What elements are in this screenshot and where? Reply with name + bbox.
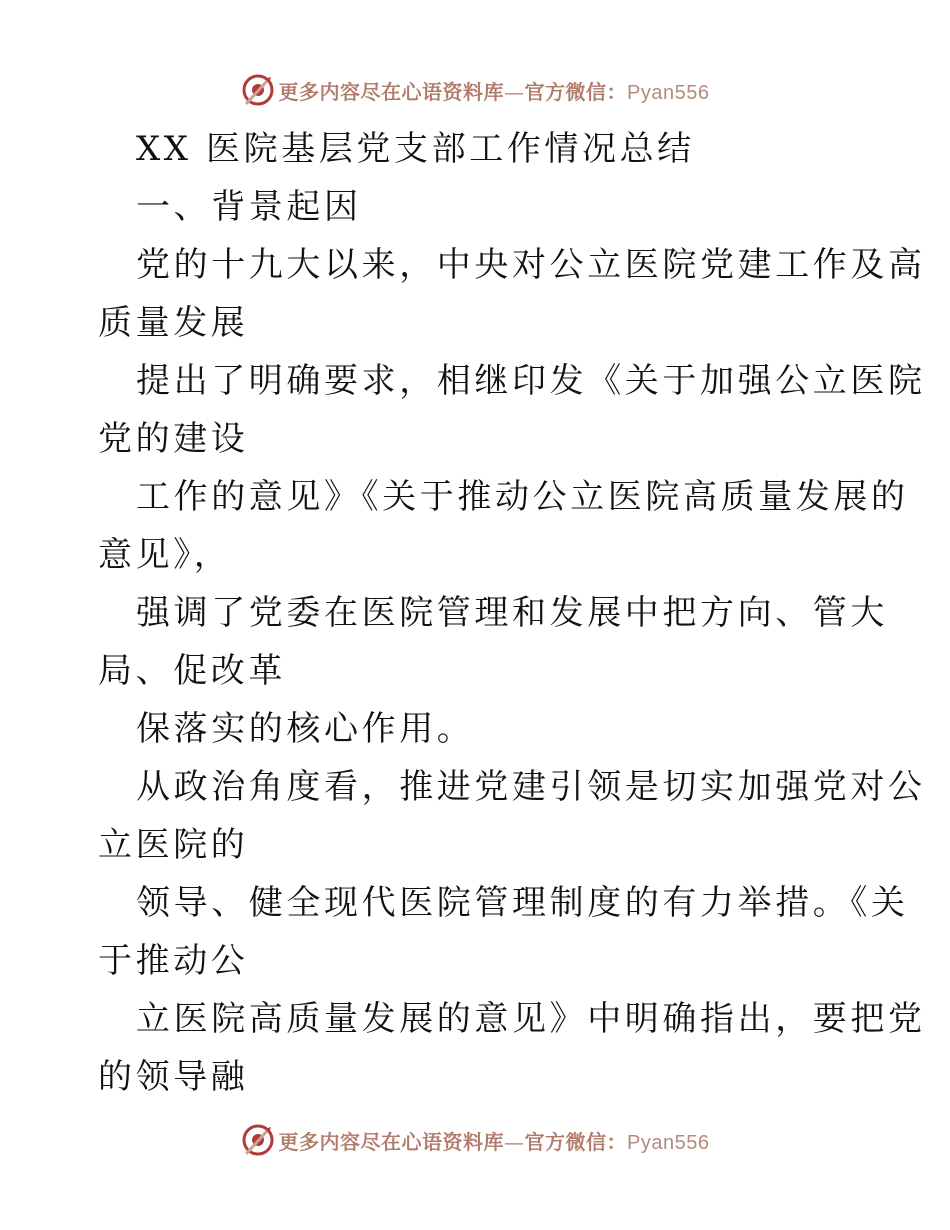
watermark-wechat-id: Pyan556 bbox=[627, 1131, 710, 1154]
header-watermark bbox=[0, 68, 950, 112]
body-line: 保落实的核心作用。 bbox=[136, 709, 475, 749]
watermark-site: 更多内容尽在心语资料库 bbox=[278, 79, 505, 104]
body-line: 提出了明确要求，相继印发《关于加强公立医院 bbox=[136, 361, 926, 401]
body-line: 党的十九大以来，中央对公立医院党建工作及高 bbox=[136, 245, 926, 285]
body-line: 局、促改革 bbox=[98, 651, 286, 691]
watermark-content bbox=[241, 73, 710, 107]
body-line: 强调了党委在医院管理和发展中把方向、管大 bbox=[136, 593, 888, 633]
watermark-official-label: 官方微信： bbox=[524, 79, 628, 104]
body-line: 立医院高质量发展的意见》中明确指出，要把党 bbox=[136, 999, 926, 1039]
body-line: 的领导融 bbox=[98, 1057, 249, 1097]
body-line: 于推动公 bbox=[98, 941, 249, 981]
watermark-site: 更多内容尽在心语资料库 bbox=[278, 1129, 505, 1154]
body-line: 质量发展 bbox=[98, 303, 249, 343]
document-body bbox=[98, 120, 926, 1106]
watermark-text bbox=[279, 1126, 710, 1155]
document-title: XX 医院基层党支部工作情况总结 bbox=[136, 129, 695, 169]
body-line: 领导、健全现代医院管理制度的有力举措。《关 bbox=[136, 883, 909, 923]
body-line: 党的建设 bbox=[98, 419, 249, 459]
logo-icon bbox=[241, 73, 275, 107]
logo-icon bbox=[241, 1123, 275, 1157]
watermark-text bbox=[279, 76, 710, 105]
body-line: 工作的意见》《关于推动公立医院高质量发展的 bbox=[136, 477, 909, 517]
watermark-wechat-id: Pyan556 bbox=[627, 81, 710, 104]
watermark-official-label: 官方微信： bbox=[524, 1129, 628, 1154]
watermark-content bbox=[241, 1123, 710, 1157]
body-line: 立医院的 bbox=[98, 825, 249, 865]
body-line: 从政治角度看，推进党建引领是切实加强党对公 bbox=[136, 767, 926, 807]
section-heading: 一、背景起因 bbox=[136, 187, 362, 227]
watermark-dash: — bbox=[504, 79, 525, 104]
watermark-dash: — bbox=[504, 1129, 525, 1154]
footer-watermark bbox=[0, 1118, 950, 1162]
body-line: 意见》， bbox=[98, 535, 232, 575]
